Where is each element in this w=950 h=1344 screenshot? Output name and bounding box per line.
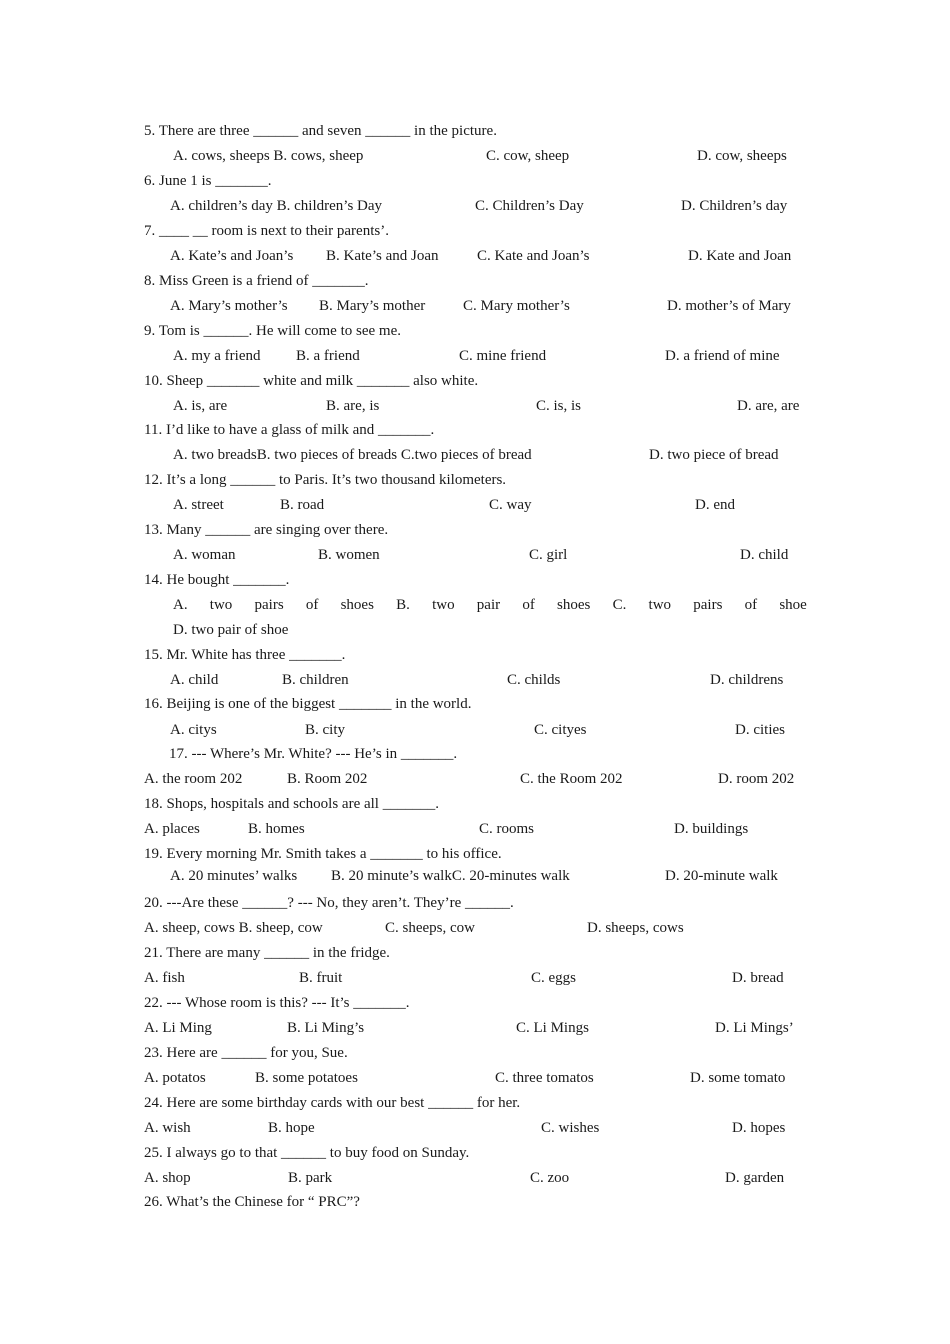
q5-option-ab: A. cows, sheeps B. cows, sheep — [173, 148, 364, 164]
q18-option-b: B. homes — [248, 821, 305, 837]
question-25: 25. I always go to that ______ to buy food on Sunday. — [144, 1145, 470, 1161]
q25-option-d: D. garden — [725, 1170, 785, 1186]
q7-option-a: A. Kate’s and Joan’s — [170, 248, 294, 264]
q20-option-c: C. sheeps, cow — [385, 920, 475, 936]
question-22: 22. --- Whose room is this? --- It’s _______. — [144, 995, 410, 1011]
q14-word: pairs — [254, 597, 284, 613]
q9-option-d: D. a friend of mine — [665, 348, 780, 364]
q18-option-d: D. buildings — [674, 821, 749, 837]
q8-option-b: B. Mary’s mother — [319, 298, 426, 314]
q7-option-d: D. Kate and Joan — [688, 248, 792, 264]
q9-option-c: C. mine friend — [459, 348, 547, 364]
q12-option-c: C. way — [489, 497, 532, 513]
q24-option-d: D. hopes — [732, 1120, 786, 1136]
question-12: 12. It’s a long ______ to Paris. It’s two thousand kilometers. — [144, 472, 507, 488]
q20-option-d: D. sheeps, cows — [587, 920, 684, 936]
q19-option-d: D. 20-minute walk — [665, 868, 778, 884]
q14-word: shoe — [779, 597, 807, 613]
question-15: 15. Mr. White has three _______. — [144, 647, 346, 663]
q17-option-b: B. Room 202 — [287, 771, 368, 787]
q15-option-b: B. children — [282, 672, 349, 688]
question-18: 18. Shops, hospitals and schools are all _______. — [144, 796, 439, 812]
question-21: 21. There are many ______ in the fridge. — [144, 945, 390, 961]
question-14: 14. He bought _______. — [144, 572, 290, 588]
q19-option-bc: B. 20 minute’s walkC. 20-minutes walk — [331, 868, 570, 884]
question-11: 11. I’d like to have a glass of milk and _______. — [144, 422, 435, 438]
q18-option-c: C. rooms — [479, 821, 535, 837]
q12-option-d: D. end — [695, 497, 735, 513]
q22-option-c: C. Li Mings — [516, 1020, 589, 1036]
q14-word: two — [648, 597, 672, 613]
question-26: 26. What’s the Chinese for “ PRC”? — [144, 1194, 360, 1210]
q15-option-d: D. childrens — [710, 672, 784, 688]
q14-word: shoes — [340, 597, 374, 613]
q14-option-d: D. two pair of shoe — [173, 622, 289, 638]
q18-option-a: A. places — [144, 821, 200, 837]
q23-option-d: D. some tomato — [690, 1070, 786, 1086]
q20-option-ab: A. sheep, cows B. sheep, cow — [144, 920, 323, 936]
q22-option-a: A. Li Ming — [144, 1020, 212, 1036]
q14-word: of — [522, 597, 535, 613]
q14-word: of — [744, 597, 758, 613]
q13-option-c: C. girl — [529, 547, 568, 563]
q5-option-c: C. cow, sheep — [486, 148, 570, 164]
q10-option-c: C. is, is — [536, 398, 582, 414]
question-8: 8. Miss Green is a friend of _______. — [144, 273, 369, 289]
q23-option-b: B. some potatoes — [255, 1070, 358, 1086]
q23-option-c: C. three tomatos — [495, 1070, 594, 1086]
q13-option-d: D. child — [740, 547, 789, 563]
q17-option-d: D. room 202 — [718, 771, 795, 787]
q14-word: A. — [173, 597, 188, 613]
q8-option-a: A. Mary’s mother’s — [170, 298, 288, 314]
question-16: 16. Beijing is one of the biggest _______ in the world. — [144, 696, 472, 712]
question-19: 19. Every morning Mr. Smith takes a _______ to his office. — [144, 846, 502, 862]
q21-option-d: D. bread — [732, 970, 784, 986]
q7-option-c: C. Kate and Joan’s — [477, 248, 590, 264]
question-24: 24. Here are some birthday cards with our best ______ for her. — [144, 1095, 521, 1111]
q17-option-c: C. the Room 202 — [520, 771, 623, 787]
question-5: 5. There are three ______ and seven ______ in the picture. — [144, 123, 497, 139]
q19-option-a: A. 20 minutes’ walks — [170, 868, 298, 884]
q10-option-a: A. is, are — [173, 398, 228, 414]
q6-option-c: C. Children’s Day — [475, 198, 584, 214]
q14-word: B. — [396, 597, 410, 613]
question-6: 6. June 1 is _______. — [144, 173, 272, 189]
q17-option-a: A. the room 202 — [144, 771, 243, 787]
q25-option-a: A. shop — [144, 1170, 191, 1186]
q24-option-b: B. hope — [268, 1120, 315, 1136]
question-20: 20. ---Are these ______? --- No, they aren’t. They’re ______. — [144, 895, 514, 911]
q14-word: two — [432, 597, 455, 613]
q25-option-c: C. zoo — [530, 1170, 570, 1186]
q8-option-c: C. Mary mother’s — [463, 298, 570, 314]
q9-option-a: A. my a friend — [173, 348, 261, 364]
question-13: 13. Many ______ are singing over there. — [144, 522, 389, 538]
q22-option-d: D. Li Mings’ — [715, 1020, 794, 1036]
q11-option-abc: A. two breadsB. two pieces of breads C.two pieces of bread — [173, 447, 532, 463]
q14-options-line — [173, 595, 807, 615]
q10-option-d: D. are, are — [737, 398, 800, 414]
q14-word: C. — [612, 597, 627, 613]
q11-option-d: D. two piece of bread — [649, 447, 779, 463]
question-10: 10. Sheep _______ white and milk _______ also white. — [144, 373, 479, 389]
question-9: 9. Tom is ______. He will come to see me. — [144, 323, 401, 339]
q16-option-a: A. citys — [170, 722, 217, 738]
q24-option-a: A. wish — [144, 1120, 191, 1136]
q12-option-b: B. road — [280, 497, 325, 513]
q15-option-a: A. child — [170, 672, 219, 688]
question-17: 17. --- Where’s Mr. White? --- He’s in _______. — [169, 746, 458, 762]
q21-option-b: B. fruit — [299, 970, 343, 986]
q23-option-a: A. potatos — [144, 1070, 206, 1086]
q14-word: pair — [476, 597, 501, 613]
q16-option-d: D. cities — [735, 722, 785, 738]
question-7: 7. ____ __ room is next to their parents’. — [144, 223, 389, 239]
q14-word: of — [305, 597, 319, 613]
q14-word: pairs — [693, 597, 723, 613]
q15-option-c: C. childs — [507, 672, 561, 688]
q9-option-b: B. a friend — [296, 348, 360, 364]
q25-option-b: B. park — [288, 1170, 333, 1186]
q7-option-b: B. Kate’s and Joan — [326, 248, 439, 264]
q16-option-c: C. cityes — [534, 722, 587, 738]
q14-word: shoes — [557, 597, 591, 613]
q21-option-c: C. eggs — [531, 970, 576, 986]
question-23: 23. Here are ______ for you, Sue. — [144, 1045, 348, 1061]
q12-option-a: A. street — [173, 497, 224, 513]
q5-option-d: D. cow, sheeps — [697, 148, 787, 164]
q16-option-b: B. city — [305, 722, 345, 738]
q21-option-a: A. fish — [144, 970, 185, 986]
q13-option-a: A. woman — [173, 547, 236, 563]
q10-option-b: B. are, is — [326, 398, 380, 414]
q6-option-ab: A. children’s day B. children’s Day — [170, 198, 383, 214]
q13-option-b: B. women — [318, 547, 380, 563]
q6-option-d: D. Children’s day — [681, 198, 788, 214]
q8-option-d: D. mother’s of Mary — [667, 298, 791, 314]
q22-option-b: B. Li Ming’s — [287, 1020, 365, 1036]
q24-option-c: C. wishes — [541, 1120, 600, 1136]
q14-word: two — [209, 597, 233, 613]
